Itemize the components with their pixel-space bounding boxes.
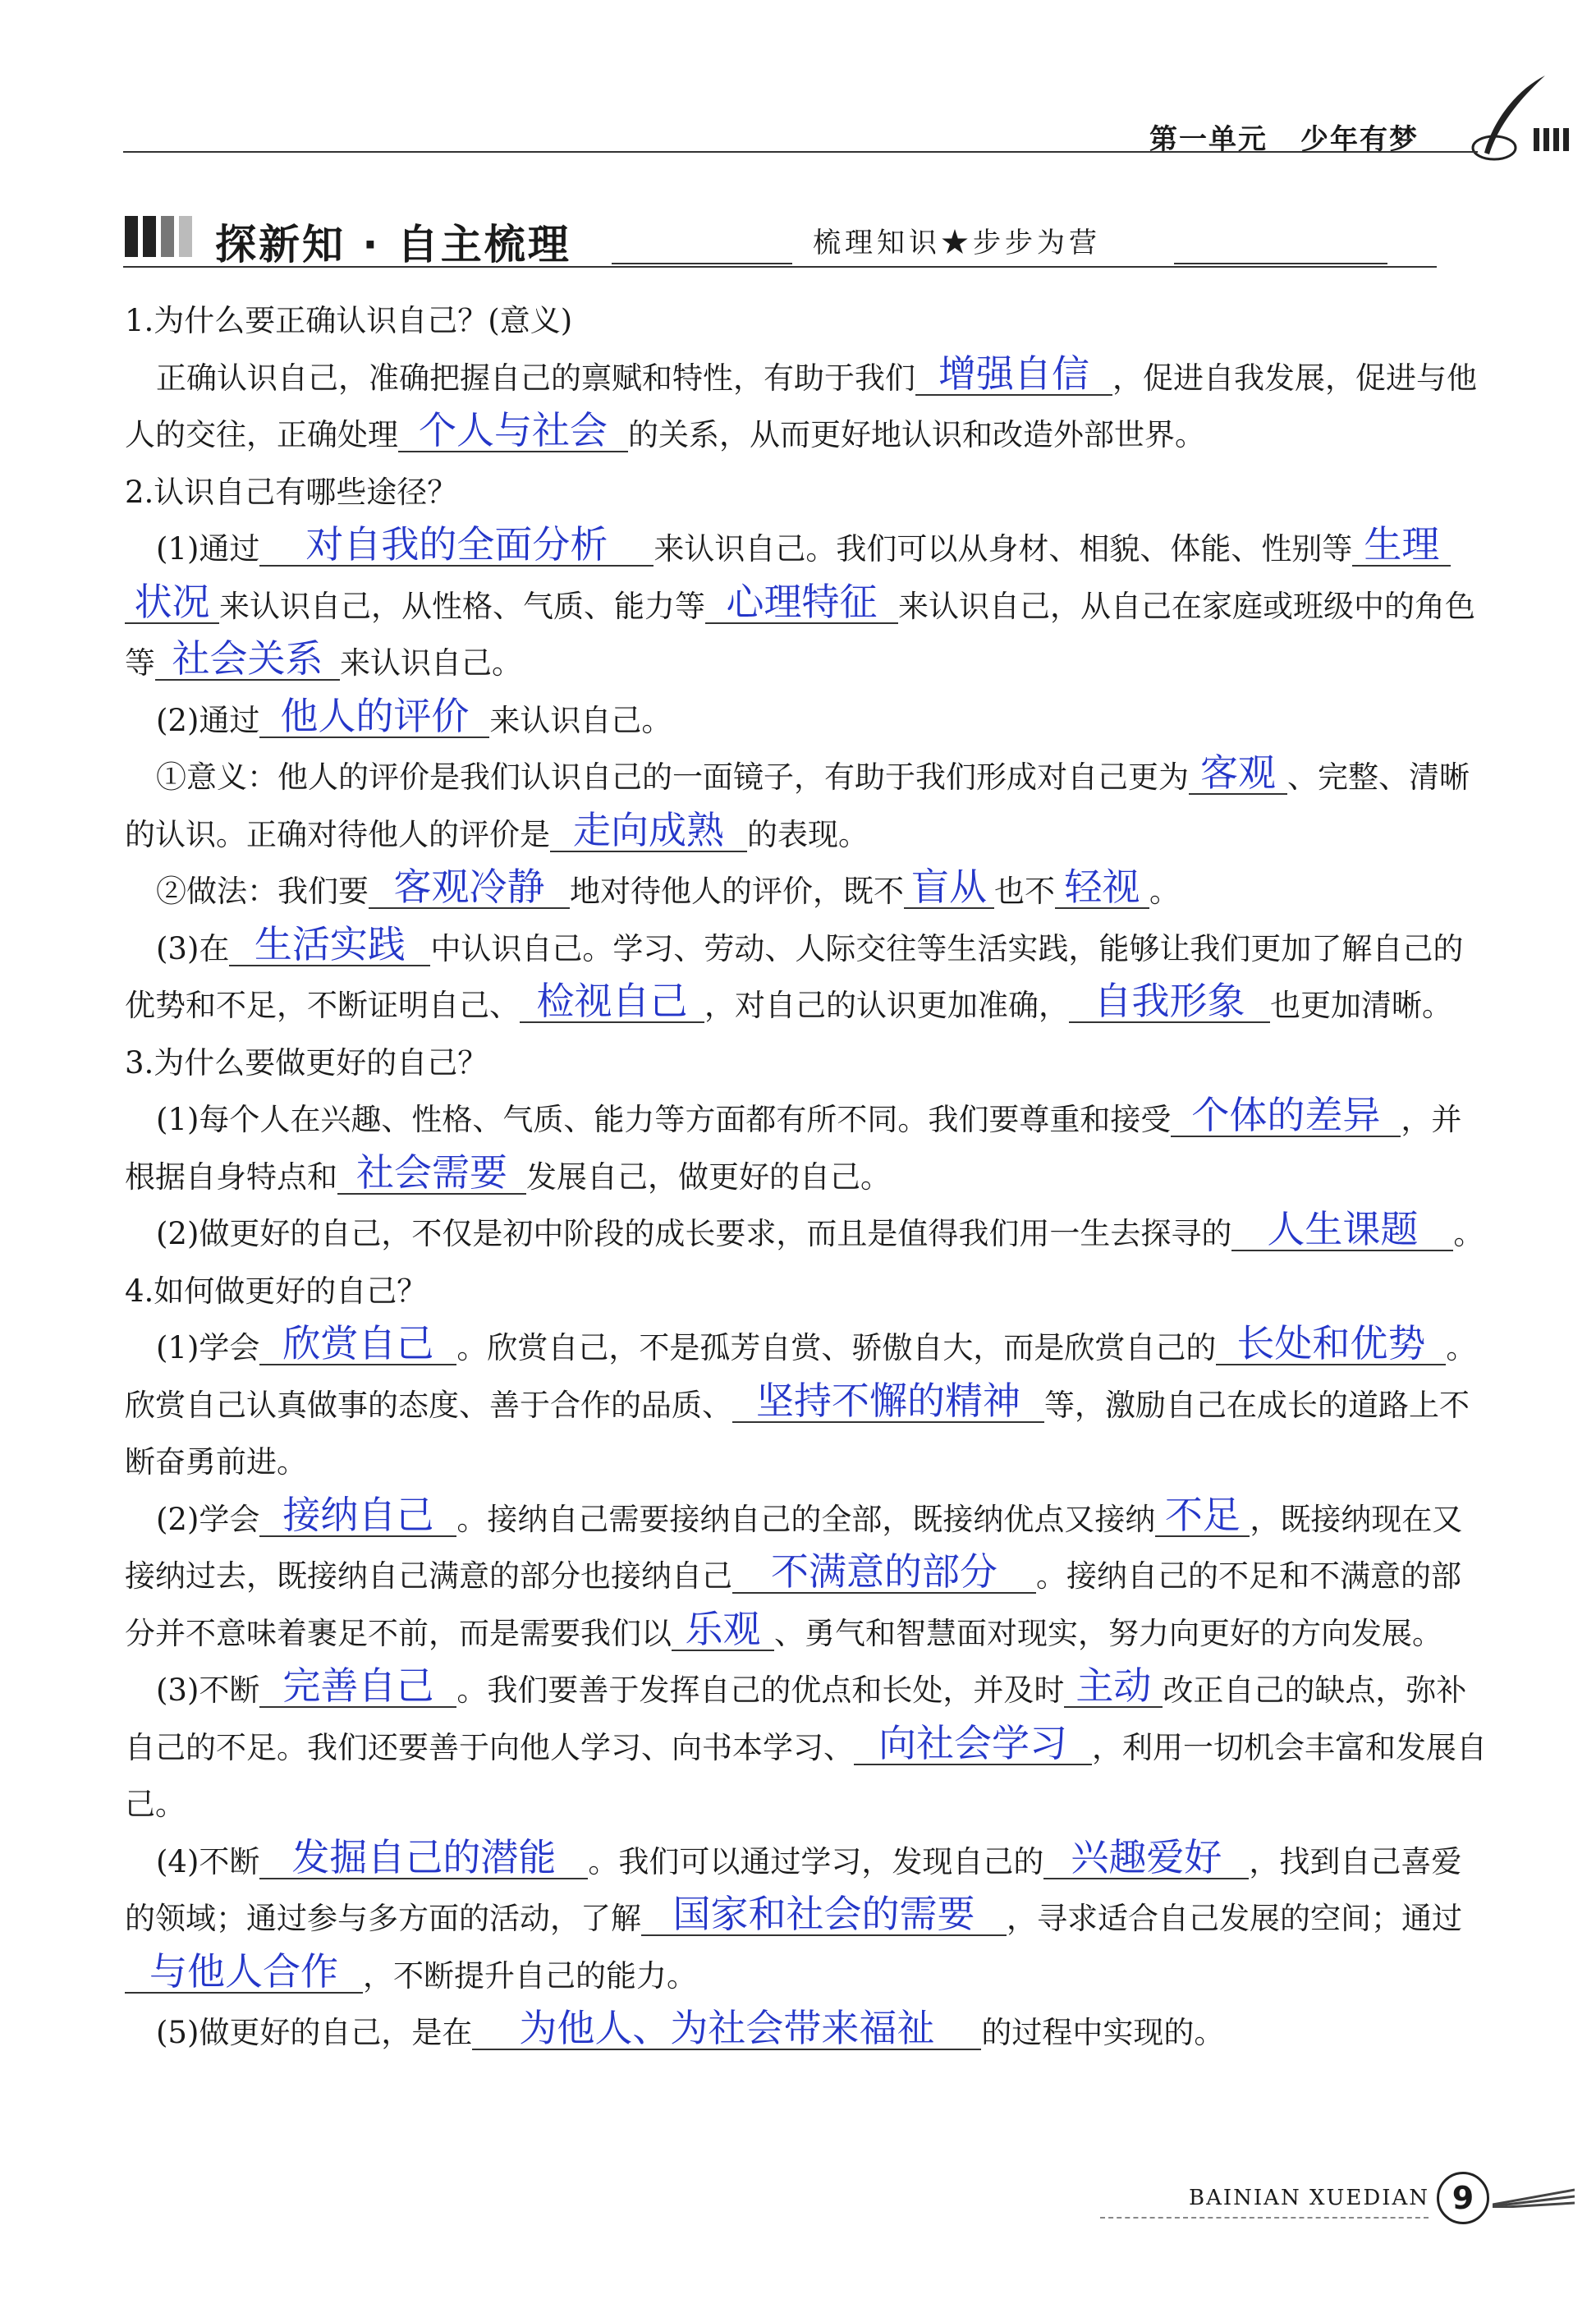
question-4-part-1: (1)学会 欣赏自己 。欣赏自己，不是孤芳自赏、骄傲自大，而是欣赏自己的 长处和优势 。欣赏自己认真做事的态度、善于合作的品质、 坚持不懈的精神 等，激励自己在成长的道路上不断奋勇前进。 (125, 1321, 1477, 1480)
page-number: 9 (1437, 2172, 1489, 2224)
answer-blank: 坚持不懈的精神 (732, 1380, 1044, 1423)
section-title: 探新知 · 自主梳理 (215, 221, 571, 268)
answer-blank: 增强自信 (915, 353, 1112, 396)
answer-blank: 客观 (1189, 752, 1287, 795)
section-baseline (123, 266, 1437, 268)
question-4-title: 4.如何做更好的自己？ (125, 1273, 428, 1309)
answer-blank: 人生课题 (1231, 1209, 1453, 1251)
answer-blank: 走向成熟 (550, 810, 747, 852)
answer-blank: 生活实践 (229, 924, 430, 966)
answer-blank: 轻视 (1055, 866, 1149, 909)
answer-blank: 自我形象 (1069, 980, 1270, 1023)
question-2-part-1: (1)通过 对自我的全面分析 来认识自己。我们可以从身材、相貌、体能、性别等 生理状况 来认识自己，从性格、气质、能力等 心理特征 来认识自己，从自己在家庭或班级中的角色等 社会关系 来认识自己。 (125, 522, 1475, 681)
answer-blank: 社会需要 (337, 1152, 526, 1195)
question-1-text: 正确认识自己，准确把握自己的禀赋和特性，有助于我们 增强自信 ，促进自我发展，促进与他人的交往，正确处理 个人与社会 的关系，从而更好地认识和改造外部世界。 (125, 351, 1477, 452)
answer-blank: 乐观 (672, 1608, 774, 1651)
section-rule (612, 263, 792, 264)
answer-blank: 不满意的部分 (732, 1551, 1036, 1594)
answer-blank: 个体的差异 (1171, 1094, 1401, 1137)
answer-blank: 为他人、为社会带来福祉 (472, 2008, 981, 2050)
answer-blank: 心理特征 (705, 581, 898, 624)
question-2-method: ②做法：我们要 客观冷静 地对待他人的评价，既不 盲从 也不 轻视 。 (156, 865, 1180, 909)
answer-blank: 发掘自己的潜能 (259, 1837, 588, 1879)
question-2-title: 2.认识自己有哪些途径？ (125, 474, 458, 510)
worksheet-body (125, 292, 1488, 2062)
question-4-part-4: (4)不断 发掘自己的潜能 。我们可以通过学习，发现自己的 兴趣爱好 ，找到自己喜爱的领域；通过参与多方面的活动，了解 国家和社会的需要 ，寻求适合自己发展的空间；通过与他人合作 ，不断提升自己的能力。 (125, 1834, 1462, 1994)
swoosh-lines-icon (1493, 2188, 1575, 2208)
question-2-part-2: (2)通过 他人的评价 来认识自己。 (156, 693, 672, 738)
question-3-title: 3.为什么要做更好的自己？ (125, 1044, 488, 1081)
answer-blank: 欣赏自己 (259, 1323, 456, 1365)
answer-blank: 他人的评价 (259, 695, 489, 738)
answer-blank: 主动 (1064, 1665, 1163, 1708)
header-rule (123, 151, 1478, 153)
answer-blank: 接纳自己 (259, 1494, 456, 1537)
question-4-part-3: (3)不断 完善自己 。我们要善于发挥自己的优点和长处，并及时 主动 改正自己的缺点，弥补自己的不足。我们还要善于向他人学习、向书本学习、 向社会学习 ，利用一切机会丰富和发展自己。 (125, 1663, 1487, 1822)
answer-blank: 与他人合作 (125, 1951, 363, 1994)
question-2-part-3: (3)在 生活实践 中认识自己。学习、劳动、人际交往等生活实践，能够让我们更加了解自己的优势和不足，不断证明自己、 检视自己 ，对自己的认识更加准确， 自我形象 也更加清晰。 (125, 921, 1464, 1023)
question-4-part-5: (5)做更好的自己，是在 为他人、为社会带来福祉 的过程中实现的。 (156, 2006, 1225, 2050)
answer-blank: 长处和优势 (1216, 1323, 1446, 1365)
answer-blank: 向社会学习 (854, 1723, 1092, 1765)
unit-title: 少年有梦 (1300, 123, 1419, 156)
question-4-part-2: (2)学会 接纳自己 。接纳自己需要接纳自己的全部，既接纳优点又接纳 不足 ，既接纳现在又接纳过去，既接纳自己满意的部分也接纳自己 不满意的部分 。接纳自己的不足和不满意的部分并不意味着裹足不前，而是需要我们以 乐观 、勇气和智慧面对现实，努力向更好的方向发展。 (125, 1492, 1463, 1651)
footer-rule (1100, 2217, 1429, 2219)
section-rule (1174, 263, 1387, 264)
answer-blank: 检视自己 (520, 980, 704, 1023)
question-3-part-1: (1)每个人在兴趣、性格、气质、能力等方面都有所不同。我们要尊重和接受 个体的差异 ，并根据自身特点和 社会需要 发展自己，做更好的自己。 (125, 1093, 1462, 1195)
answer-blank: 盲从 (904, 866, 994, 909)
answer-blank: 个人与社会 (398, 410, 628, 452)
header-bars-decoration (1534, 128, 1573, 154)
answer-blank: 完善自己 (259, 1665, 456, 1708)
answer-blank: 客观冷静 (369, 866, 570, 909)
section-subtitle: 梳理知识★步步为营 (813, 227, 1101, 259)
question-2-meaning: ①意义：他人的评价是我们认识自己的一面镜子，有助于我们形成对自己更为 客观 、完整、清晰的认识。正确对待他人的评价是 走向成熟 的表现。 (125, 750, 1470, 852)
answer-blank: 生理 (1352, 524, 1451, 567)
question-3-part-2: (2)做更好的自己，不仅是初中阶段的成长要求，而且是值得我们用一生去探寻的 人生课题 。 (156, 1207, 1484, 1251)
unit-number: 第一单元 (1149, 123, 1268, 156)
answer-blank: 状况 (125, 581, 219, 624)
answer-blank: 对自我的全面分析 (259, 524, 654, 567)
section-bars-decoration (125, 216, 197, 257)
answer-blank: 不足 (1155, 1494, 1250, 1537)
answer-blank: 社会关系 (155, 638, 340, 681)
question-1-title: 1.为什么要正确认识自己？(意义) (125, 303, 573, 338)
answer-blank: 兴趣爱好 (1043, 1837, 1249, 1879)
answer-blank: 国家和社会的需要 (641, 1893, 1007, 1936)
footer-brand: BAINIAN XUEDIAN (1189, 2186, 1430, 2210)
